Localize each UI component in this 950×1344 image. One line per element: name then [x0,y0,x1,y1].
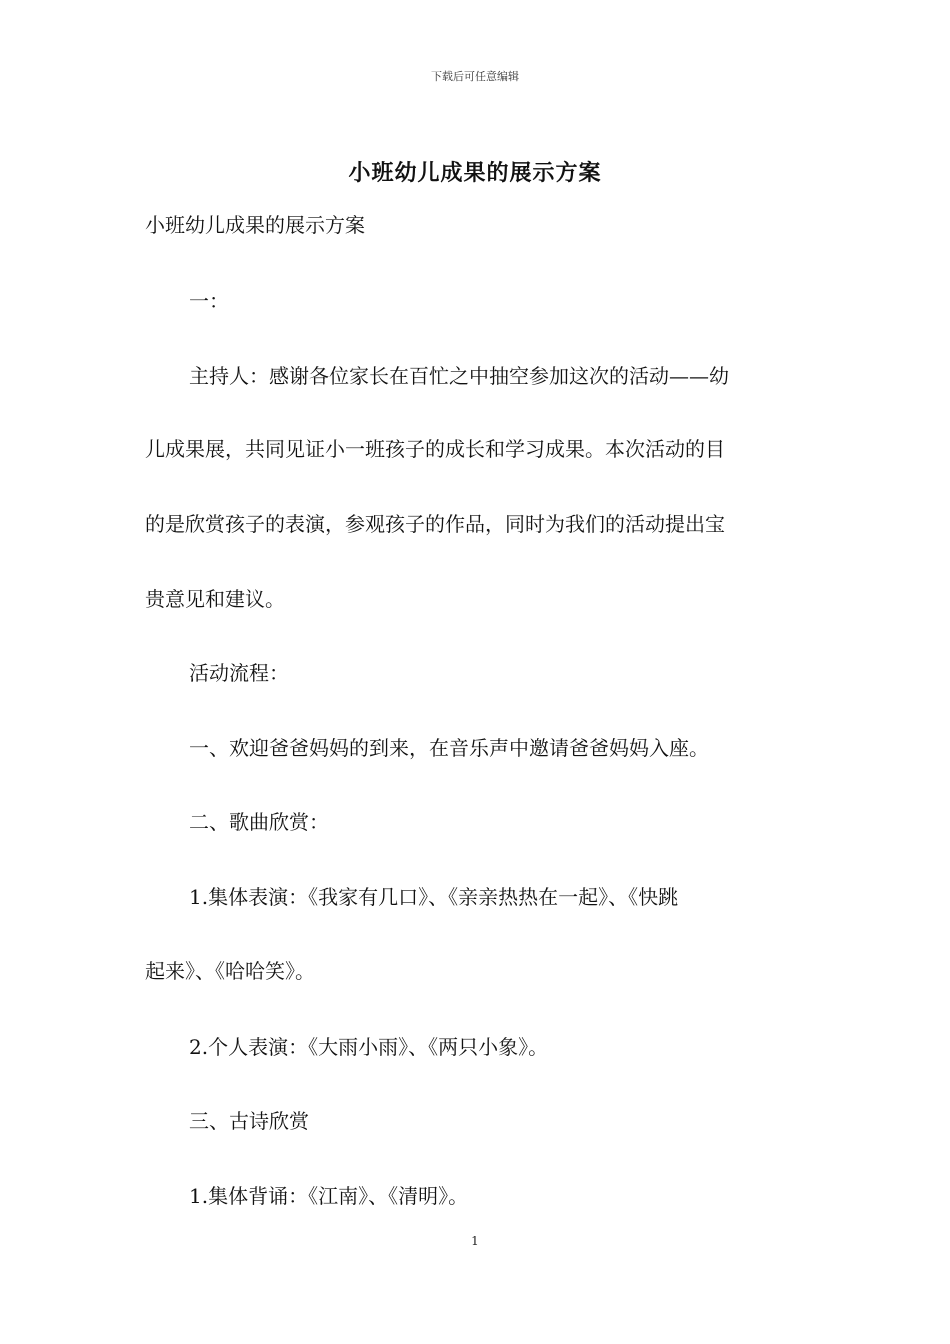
document-subtitle: 小班幼儿成果的展示方案 [145,213,365,237]
step-two: 二、歌曲欣赏： [189,810,329,834]
host-paragraph-line: 的是欣赏孩子的表演，参观孩子的作品，同时为我们的活动提出宝 [145,512,725,536]
document-title: 小班幼儿成果的展示方案 [348,160,602,186]
host-paragraph-line: 贵意见和建议。 [145,587,285,611]
song-group-line: 起来》、《哈哈笑》。 [145,959,315,983]
section-one-label: 一： [189,289,229,313]
host-paragraph-line: 儿成果展，共同见证小一班孩子的成长和学习成果。本次活动的目 [145,437,725,461]
song-individual: 2.个人表演：《大雨小雨》、《两只小象》。 [189,1035,549,1059]
song-group-line: 1.集体表演：《我家有几口》、《亲亲热热在一起》、《快跳 [189,885,679,909]
step-one: 一、欢迎爸爸妈妈的到来，在音乐声中邀请爸爸妈妈入座。 [189,736,709,760]
poem-group: 1.集体背诵：《江南》、《清明》。 [189,1184,469,1208]
header-note: 下载后可任意编辑 [431,70,519,83]
page-number: 1 [471,1234,479,1248]
step-three: 三、古诗欣赏 [189,1109,309,1133]
host-paragraph-line: 主持人：感谢各位家长在百忙之中抽空参加这次的活动——幼 [189,364,729,388]
process-label: 活动流程： [189,661,289,685]
